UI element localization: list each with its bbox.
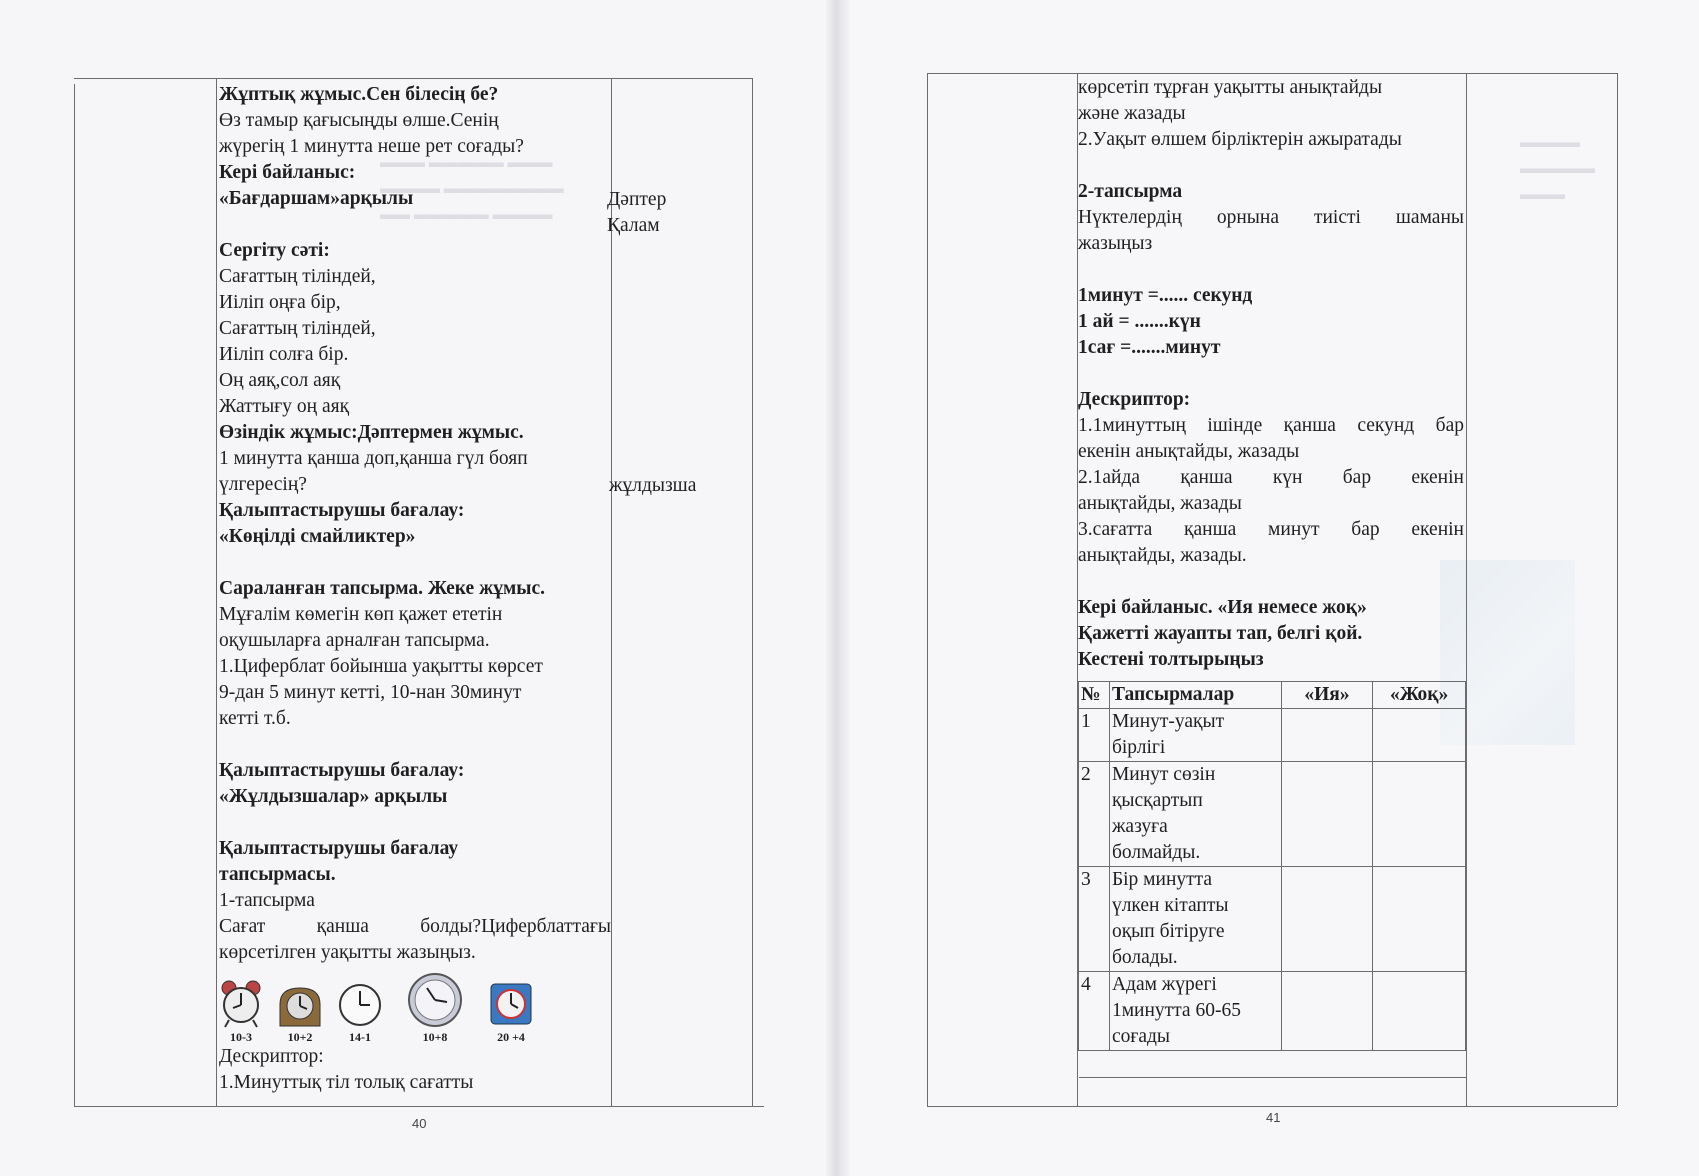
- resource-item: Қалам: [607, 215, 660, 236]
- word: шаманы: [1395, 207, 1464, 228]
- task-text-line: болмайды.: [1111, 842, 1201, 863]
- word: қанша: [1180, 467, 1233, 488]
- word: бар: [1435, 415, 1464, 436]
- blank-line: [219, 810, 611, 836]
- table-row: [1079, 867, 1466, 972]
- yes-cell[interactable]: [1281, 867, 1373, 972]
- no-cell[interactable]: [1373, 709, 1466, 762]
- resources-column: [607, 187, 666, 239]
- no-cell[interactable]: [1373, 762, 1466, 867]
- show-through-text: ▬▬▬ ▬▬▬▬▬ ▬▬▬ ▬▬▬▬ ▬▬▬▬▬▬▬▬ ▬▬ ▬▬▬▬▬ ▬▬▬▬: [380, 155, 564, 223]
- word: 3.сағатта: [1078, 519, 1153, 540]
- descriptor-title: Дескриптор:: [1078, 389, 1191, 410]
- task-text-line: Бір минутта: [1111, 869, 1213, 890]
- word: бар: [1351, 519, 1380, 540]
- text-line: Мұғалім көмегін көп қажет ететін: [219, 604, 503, 625]
- left-col-divider-1: [216, 78, 217, 1106]
- text-line: Сергіту сәті:: [219, 240, 330, 261]
- right-text-line: жазыңыз: [1078, 233, 1153, 254]
- text-line: «Көңілді смайликтер»: [219, 526, 416, 547]
- row-number: 3: [1079, 867, 1110, 972]
- text-line: 1 минутта қанша доп,қанша гүл бояп: [219, 448, 528, 469]
- yes-no-table: [1078, 681, 1466, 1078]
- yes-cell[interactable]: [1281, 709, 1373, 762]
- task-text: [1109, 972, 1281, 1051]
- text-line: Иіліп солға бір.: [219, 344, 349, 365]
- page-number-left: 40: [412, 1116, 427, 1131]
- table-row: [1079, 709, 1466, 762]
- wall-clock-icon: [337, 982, 383, 1028]
- task-text-line: жазуға: [1111, 816, 1168, 837]
- text-line: Өзіндік жұмыс:Дәптермен жұмыс.: [219, 422, 524, 443]
- table-empty-row: [1079, 1051, 1466, 1078]
- clock-item: [219, 978, 263, 1044]
- right-justified-line: [1078, 413, 1464, 439]
- right-text-line: екенін анықтайды, жазады: [1078, 441, 1300, 462]
- word: Сағат: [219, 916, 266, 937]
- table-row: [1079, 762, 1466, 867]
- text-line: Қалыптастырушы бағалау:: [219, 500, 465, 521]
- unit-line: 1 ай = .......күн: [1078, 311, 1201, 332]
- clock-item: [337, 982, 383, 1044]
- task-text-line: бірлігі: [1111, 737, 1166, 758]
- text-line: тапсырмасы.: [219, 864, 336, 885]
- row-number: 1: [1079, 709, 1110, 762]
- word: ішінде: [1207, 415, 1263, 436]
- word: қанша: [1184, 519, 1237, 540]
- right-table-bottom: [927, 1106, 1617, 1107]
- text-line: Қалыптастырушы бағалау:: [219, 760, 465, 781]
- task-text-line: болады.: [1111, 947, 1178, 968]
- unit-line: 1минут =...... секунд: [1078, 285, 1253, 306]
- word: болды?Циферблаттағы: [420, 916, 611, 937]
- text-line: көрсетіп тұрған уақытты анықтайды: [1078, 77, 1383, 98]
- text-line: Қалыптастырушы бағалау: [219, 838, 459, 859]
- no-cell[interactable]: [1373, 972, 1466, 1051]
- text-line: Оң аяқ,сол аяқ: [219, 370, 341, 391]
- table-header-row: [1079, 682, 1466, 709]
- yes-cell[interactable]: [1281, 972, 1373, 1051]
- right-text-lines: [1078, 75, 1464, 205]
- feedback-line: Кері байланыс. «Ия немесе жоқ»: [1078, 597, 1367, 618]
- show-through-text-right: ▬▬▬▬ ▬▬▬▬▬ ▬▬▬: [1520, 135, 1595, 203]
- blank-line: [219, 212, 611, 238]
- clock-label: 10-3: [230, 1030, 252, 1044]
- text-line: 1-тапсырма: [219, 890, 315, 911]
- left-content-column: [219, 82, 611, 1096]
- col-header: «Жоқ»: [1373, 682, 1466, 709]
- resource-item: Дәптер: [607, 189, 667, 210]
- task-text-line: Минут-уақыт: [1111, 711, 1225, 732]
- star-label: [609, 473, 696, 499]
- row-number: 4: [1079, 972, 1110, 1051]
- clock-images: [219, 970, 611, 1044]
- word: минут: [1268, 519, 1320, 540]
- star-text: жұлдызша: [609, 475, 697, 496]
- text-line: үлгересің?: [219, 474, 307, 495]
- task-text-line: үлкен кітапты: [1111, 895, 1229, 916]
- text-line: Сағаттың тіліндей,: [219, 266, 376, 287]
- text-line: оқушыларға арналған тапсырма.: [219, 630, 490, 651]
- unit-line: 1сағ =.......минут: [1078, 337, 1221, 358]
- round-clock-icon: [407, 972, 463, 1028]
- right-content-column: [1078, 75, 1464, 673]
- text-line: Иіліп оңға бір,: [219, 292, 341, 313]
- blank-line: [219, 550, 611, 576]
- word: бар: [1342, 467, 1372, 488]
- left-text-line: 1.Минуттық тіл толық сағатты: [219, 1072, 474, 1093]
- text-line: Кері байланыс:: [219, 162, 356, 183]
- text-line: Сағаттың тіліндей,: [219, 318, 376, 339]
- left-table-bottom: [74, 1106, 764, 1107]
- no-cell[interactable]: [1373, 867, 1466, 972]
- clock-label: 10+2: [287, 1030, 313, 1044]
- right-table-left: [927, 73, 928, 1106]
- text-line: «Бағдаршам»арқылы: [219, 188, 414, 209]
- page-number-right: 41: [1266, 1110, 1281, 1125]
- right-table-top: [927, 73, 1617, 74]
- col-header: Тапсырмалар: [1109, 682, 1281, 709]
- text-line: 2.Уақыт өлшем бірліктерін ажыратады: [1078, 129, 1402, 150]
- text-line: жүрегің 1 минутта неше рет соғады?: [219, 136, 524, 157]
- word: қанша: [316, 916, 369, 937]
- cube-clock-icon: [487, 980, 535, 1028]
- clock-label: 20 +4: [497, 1030, 525, 1044]
- right-col-divider-2: [1466, 73, 1467, 1106]
- row-number: 2: [1079, 762, 1110, 867]
- yes-cell[interactable]: [1281, 762, 1373, 867]
- task-text: [1109, 867, 1281, 972]
- text-line: Өз тамыр қағысыңды өлше.Сенің: [219, 110, 499, 131]
- clock-item: [487, 980, 535, 1044]
- word: екенін: [1411, 519, 1464, 540]
- right-justified-line: [1078, 517, 1464, 543]
- left-justified-line: [219, 914, 611, 940]
- word: 2.1айда: [1078, 467, 1141, 488]
- task-text-line: соғады: [1111, 1026, 1171, 1047]
- mantel-clock-icon: [277, 982, 323, 1028]
- right-justified-line: [1078, 465, 1464, 491]
- word: қанша: [1283, 415, 1336, 436]
- task-text: [1109, 709, 1281, 762]
- word: екенін: [1411, 467, 1464, 488]
- text-line: 9-дан 5 минут кетті, 10-нан 30минут: [219, 682, 522, 703]
- text-line: Жұптық жұмыс.Сен білесің бе?: [219, 84, 499, 105]
- word: 1.1минуттың: [1078, 415, 1186, 436]
- clock-label: 10+8: [422, 1030, 448, 1044]
- word: күн: [1272, 467, 1303, 488]
- word: тиісті: [1313, 207, 1361, 228]
- book-gutter: [826, 0, 850, 1176]
- text-line: Жаттығу оң аяқ: [219, 396, 350, 417]
- text-line: «Жұлдызшалар» арқылы: [219, 786, 448, 807]
- right-table-right: [1617, 73, 1618, 1106]
- clock-item: [277, 982, 323, 1044]
- col-header: «Ия»: [1281, 682, 1373, 709]
- word: секунд: [1357, 415, 1415, 436]
- alarm-clock-icon: [219, 978, 263, 1028]
- clock-label: 14-1: [349, 1030, 371, 1044]
- task-text-line: Адам жүрегі: [1111, 974, 1217, 995]
- task-text-line: қысқартып: [1111, 790, 1203, 811]
- blank-line: [1078, 153, 1464, 179]
- right-text-line: анықтайды, жазады: [1078, 493, 1242, 514]
- feedback-line: Қажетті жауапты тап, белгі қой.: [1078, 623, 1363, 644]
- task-text-line: оқып бітіруге: [1111, 921, 1225, 942]
- table-row: [1079, 972, 1466, 1051]
- task-text-line: Минут сөзін: [1111, 764, 1216, 785]
- left-text-lines: [219, 82, 611, 914]
- col-header: №: [1079, 682, 1110, 709]
- blank-line: [219, 732, 611, 758]
- left-table-border: [74, 84, 75, 1106]
- text-line: Сараланған тапсырма. Жеке жұмыс.: [219, 578, 546, 599]
- text-line: және жазады: [1078, 103, 1186, 124]
- task-text-line: 1минутта 60-65: [1111, 1000, 1241, 1021]
- text-line: 2-тапсырма: [1078, 181, 1183, 202]
- clock-item: [407, 972, 463, 1044]
- task-text: [1109, 762, 1281, 867]
- right-text-line: анықтайды, жазады.: [1078, 545, 1247, 566]
- word: Нүктелердің: [1078, 207, 1182, 228]
- text-line: 1.Циферблат бойынша уақытты көрсет: [219, 656, 543, 677]
- left-text-line: көрсетілген уақытты жазыңыз.: [219, 942, 476, 963]
- feedback-line: Кестені толтырыңыз: [1078, 649, 1264, 670]
- text-line: кетті т.б.: [219, 708, 291, 729]
- left-text-line: Дескриптор:: [219, 1046, 324, 1067]
- word: орнына: [1216, 207, 1279, 228]
- right-justified-line: [1078, 205, 1464, 231]
